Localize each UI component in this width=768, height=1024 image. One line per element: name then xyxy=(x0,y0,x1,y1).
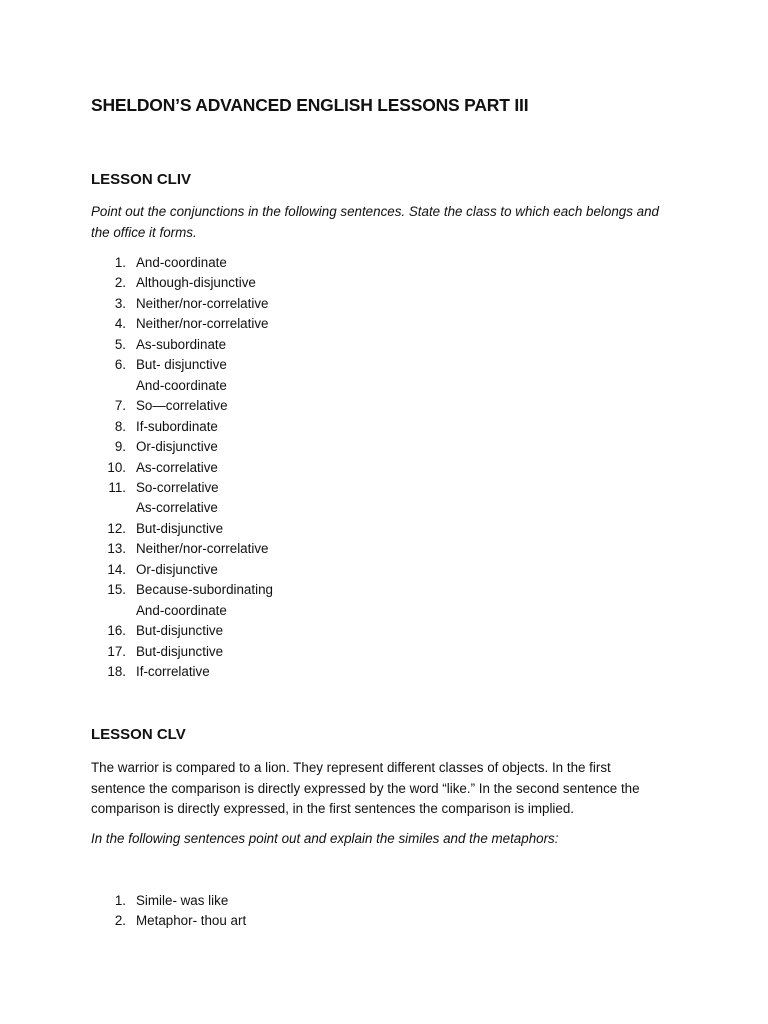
list-item xyxy=(91,396,273,416)
list-item xyxy=(91,911,246,931)
list-item-number: 11. xyxy=(108,479,126,495)
list-item-text: As-correlative xyxy=(136,459,218,475)
list-item-text: Although-disjunctive xyxy=(136,275,256,291)
list-item xyxy=(91,253,273,273)
list-item-number: 5. xyxy=(114,336,126,352)
list-item-number: 13. xyxy=(107,541,126,557)
list-item xyxy=(91,437,273,457)
list-item xyxy=(91,335,273,355)
lesson-clv-answer-list xyxy=(91,891,246,932)
list-item-text: Or-disjunctive xyxy=(136,561,218,577)
list-item-number: 1. xyxy=(114,893,126,908)
list-item-text: Because-subordinating xyxy=(136,582,273,598)
list-item xyxy=(91,580,273,621)
list-item-number: 10. xyxy=(107,459,126,475)
lesson-cliv-instruction xyxy=(91,202,691,243)
list-item-text: If-subordinate xyxy=(136,418,218,434)
list-item xyxy=(91,294,273,314)
list-item xyxy=(91,642,273,662)
list-item xyxy=(91,417,273,437)
list-item-text: But-disjunctive xyxy=(136,520,224,536)
list-item xyxy=(91,478,273,519)
instruction-line: the office it forms. xyxy=(91,224,197,240)
list-item-number: 4. xyxy=(114,316,126,332)
list-item-text: And-coordinate xyxy=(136,377,227,393)
list-item-text: Neither/nor-correlative xyxy=(136,295,269,311)
list-item-text: But-disjunctive xyxy=(136,643,224,659)
list-item xyxy=(91,539,273,559)
list-item-text: Metaphor- thou art xyxy=(136,913,247,929)
list-item xyxy=(91,355,273,396)
list-item xyxy=(91,662,273,682)
list-item-text: But-disjunctive xyxy=(136,623,224,639)
lesson-clv-instruction: In the following sentences point out and explain the similes and the metaphors: xyxy=(91,831,559,846)
lesson-clv-explanation xyxy=(91,758,691,820)
list-item xyxy=(91,621,273,641)
list-item xyxy=(91,314,273,334)
list-item xyxy=(91,891,246,911)
list-item-text: Simile- was like xyxy=(136,893,229,908)
list-item-number: 6. xyxy=(114,357,126,373)
list-item-text: Neither/nor-correlative xyxy=(136,541,269,557)
list-item-text: So—correlative xyxy=(136,398,228,414)
list-item-text: Neither/nor-correlative xyxy=(136,316,269,332)
list-item-number: 9. xyxy=(114,439,126,455)
list-item-number: 1. xyxy=(114,255,126,270)
explanation-line: The warrior is compared to a lion. They represent different classes of objects. In the first xyxy=(91,760,611,775)
list-item-text: And-coordinate xyxy=(136,602,227,618)
list-item-number: 2. xyxy=(114,275,126,291)
list-item-text: Or-disjunctive xyxy=(136,439,218,455)
list-item-number: 3. xyxy=(114,295,126,311)
explanation-line: comparison is directly expressed, in the first sentences the comparison is implied. xyxy=(91,801,575,816)
list-item-number: 8. xyxy=(114,418,126,434)
list-item xyxy=(91,458,273,478)
list-item xyxy=(91,273,273,293)
list-item-number: 7. xyxy=(114,398,126,414)
list-item-number: 12. xyxy=(107,520,126,536)
list-item-text: As-correlative xyxy=(136,500,218,516)
list-item-number: 14. xyxy=(107,561,126,577)
list-item-number: 18. xyxy=(107,664,126,680)
document-title: SHELDON’S ADVANCED ENGLISH LESSONS PART III xyxy=(91,95,529,115)
list-item-text: If-correlative xyxy=(136,664,210,680)
list-item-text: And-coordinate xyxy=(136,255,227,270)
list-item-text: So-correlative xyxy=(136,479,219,495)
lesson-cliv-heading: LESSON CLIV xyxy=(91,171,192,188)
list-item-number: 15. xyxy=(107,582,126,598)
list-item-number: 16. xyxy=(107,623,126,639)
list-item-text: As-subordinate xyxy=(136,336,227,352)
list-item-number: 17. xyxy=(107,643,126,659)
list-item-text: But- disjunctive xyxy=(136,357,227,373)
explanation-line: sentence the comparison is directly expressed by the word “like.” In the second sentence the xyxy=(91,780,640,796)
list-item xyxy=(91,560,273,580)
lesson-cliv-answer-list xyxy=(91,253,273,683)
list-item xyxy=(91,519,273,539)
instruction-line: Point out the conjunctions in the following sentences. State the class to which each belongs and xyxy=(91,204,659,219)
lesson-clv-heading: LESSON CLV xyxy=(91,726,186,743)
list-item-number: 2. xyxy=(114,913,126,929)
